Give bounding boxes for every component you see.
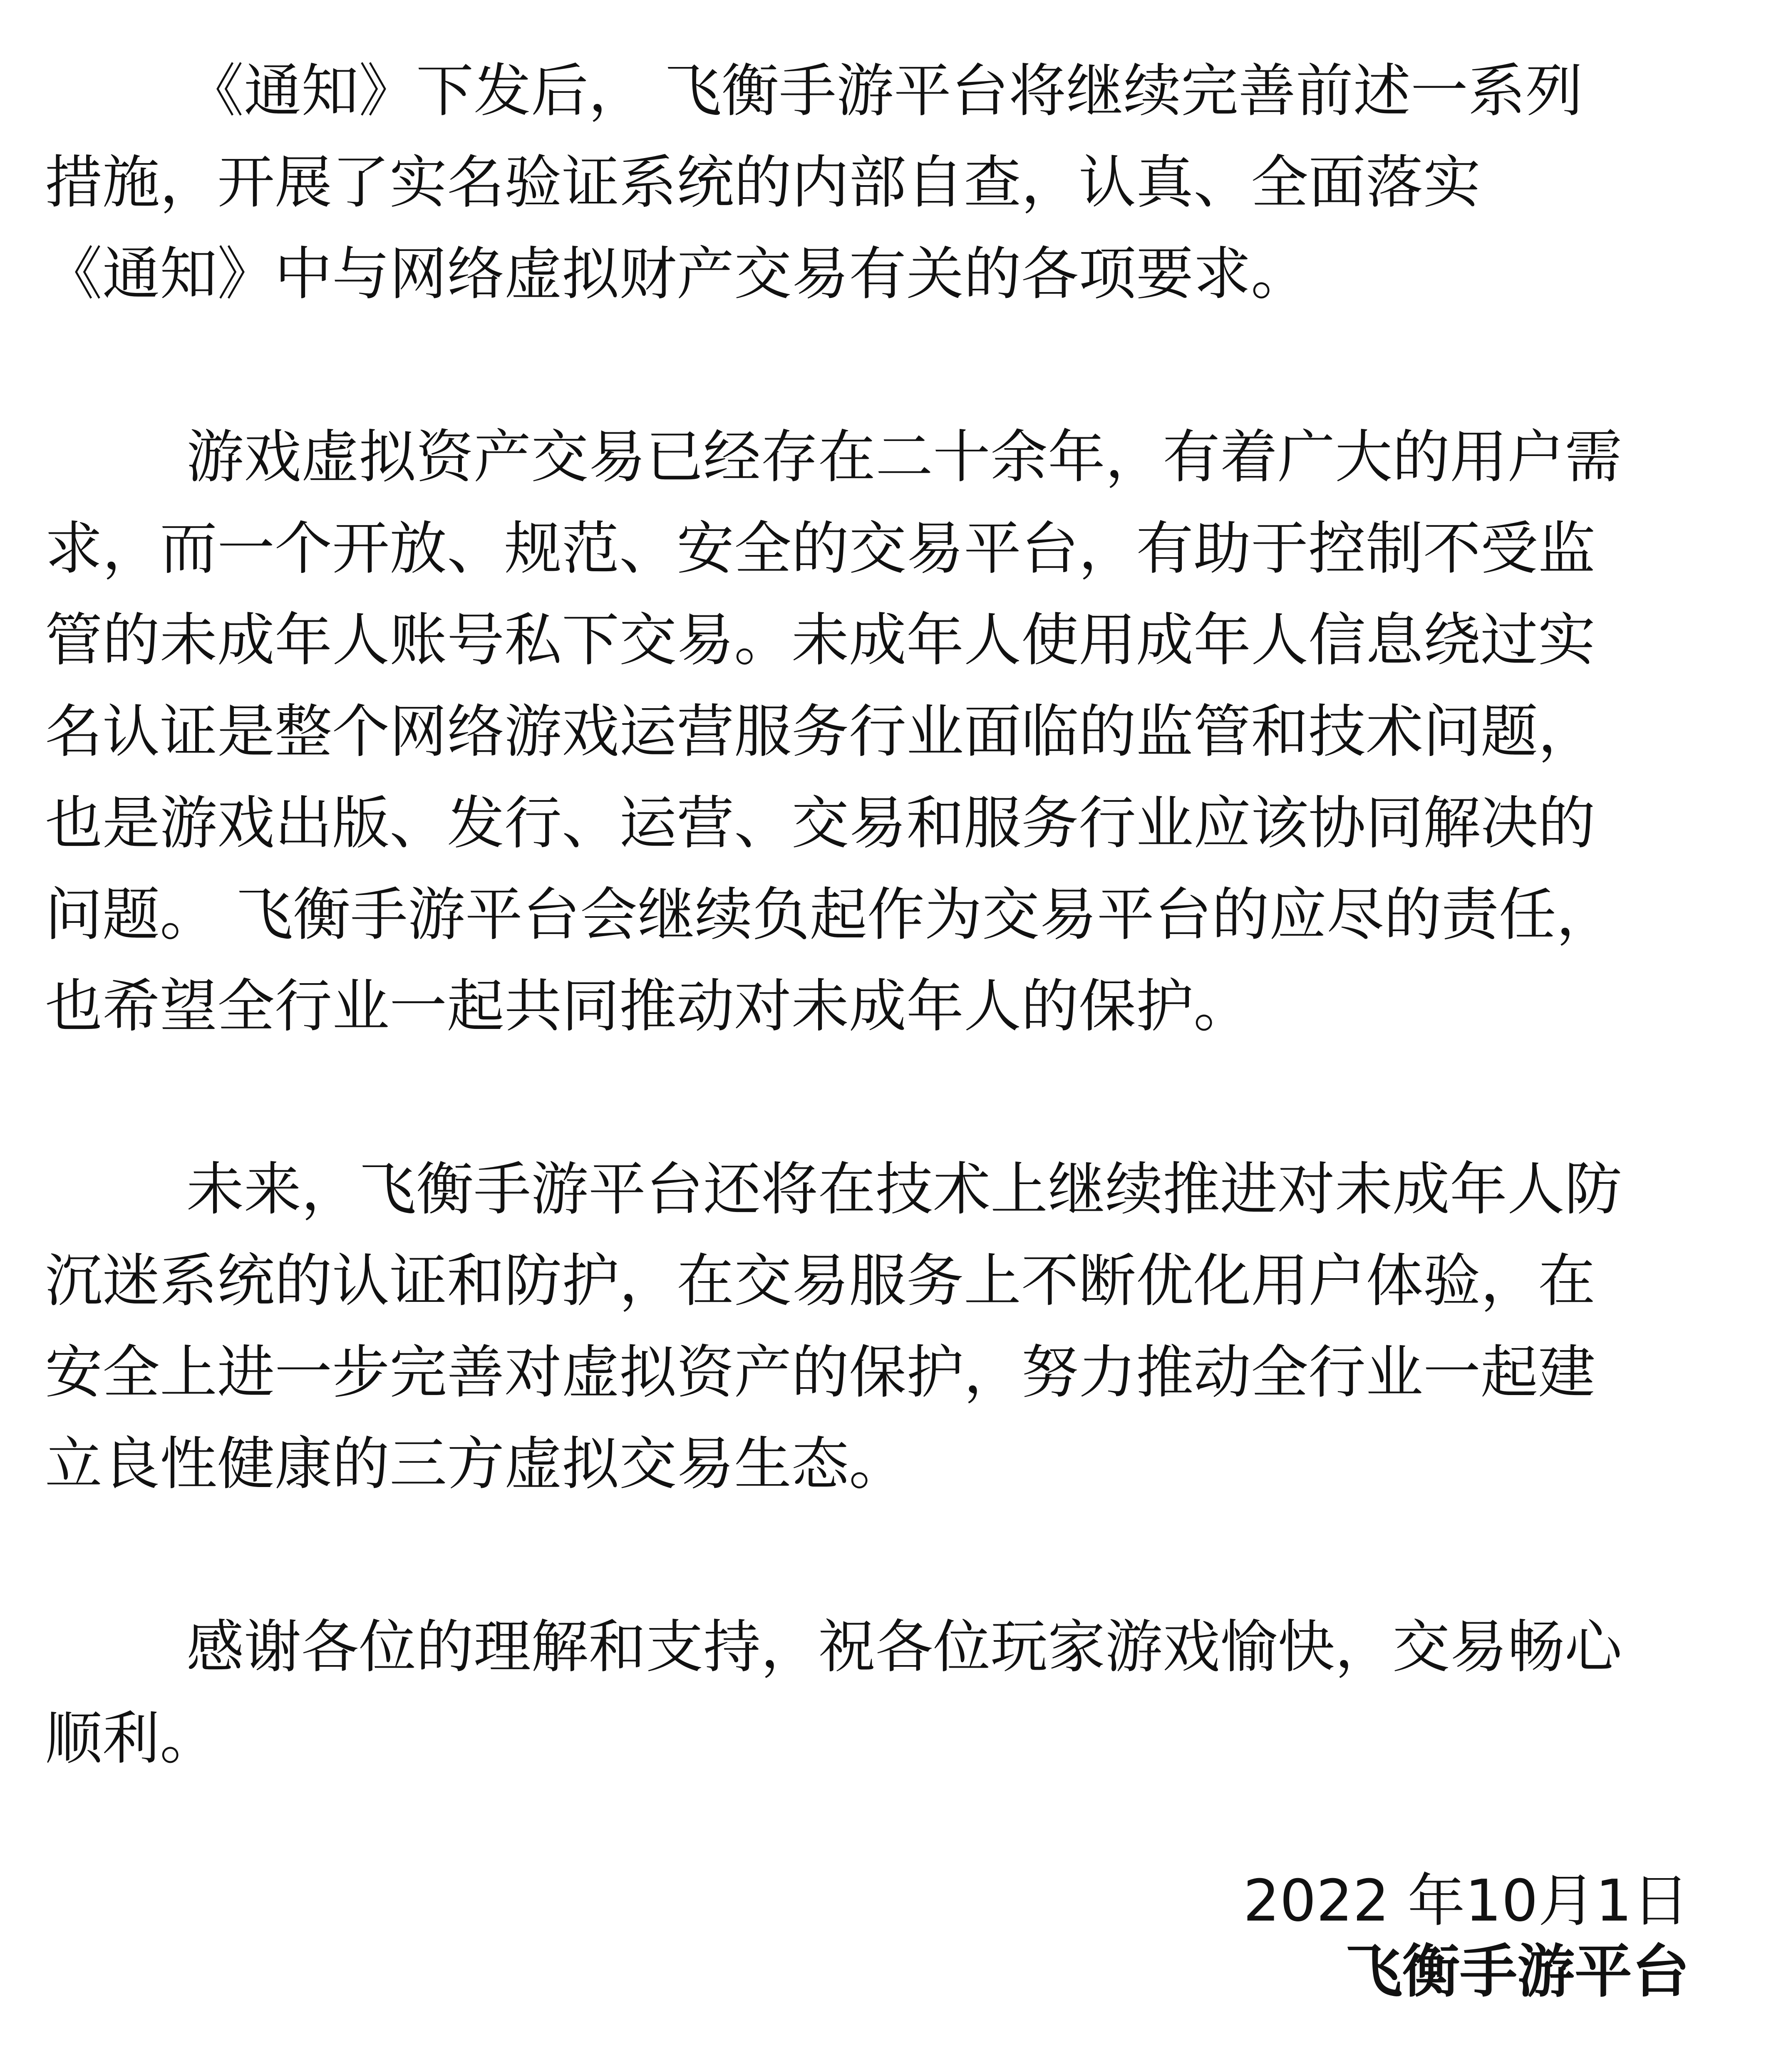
paragraph-3-line-1: 未来，飞衡手游平台还将在技术上继续推进对未成年人防	[186, 1156, 1622, 1223]
paragraph-2-line-5: 也是游戏出版、发行、运营、交易和服务行业应该协同解决的	[45, 790, 1596, 857]
paragraph-1-line-1: 《通知》下发后， 飞衡手游平台将继续完善前述一系列	[186, 57, 1583, 124]
paragraph-2-line-7: 也希望全行业一起共同推动对未成年人的保护。	[45, 973, 1251, 1040]
paragraph-3-line-3: 安全上进一步完善对虚拟资产的保护，努力推动全行业一起建	[45, 1339, 1596, 1406]
paragraph-2-line-1: 游戏虚拟资产交易已经存在二十余年，有着广大的用户需	[186, 424, 1622, 491]
paragraph-2-line-3: 管的未成年人账号私下交易。未成年人使用成年人信息绕过实	[45, 607, 1596, 674]
signature-date: 2022 年10月1日	[1243, 1867, 1689, 1934]
paragraph-4-line-1: 感谢各位的理解和支持，祝各位玩家游戏愉快，交易畅心	[186, 1613, 1622, 1680]
paragraph-1-line-2: 措施，开展了实名验证系统的内部自查，认真、全面落实	[45, 149, 1481, 216]
paragraph-1-line-3: 《通知》中与网络虚拟财产交易有关的各项要求。	[45, 240, 1309, 307]
signature-organization: 飞衡手游平台	[1344, 1938, 1689, 2005]
paragraph-2-line-2: 求，而一个开放、规范、安全的交易平台，有助于控制不受监	[45, 515, 1596, 582]
paragraph-4-line-2: 顺利。	[45, 1705, 218, 1772]
paragraph-3-line-4: 立良性健康的三方虚拟交易生态。	[45, 1430, 907, 1497]
paragraph-2-line-4: 名认证是整个网络游戏运营服务行业面临的监管和技术问题，	[45, 698, 1596, 765]
paragraph-2-line-6: 问题。 飞衡手游平台会继续负起作为交易平台的应尽的责任，	[45, 881, 1614, 948]
paragraph-3-line-2: 沉迷系统的认证和防护，在交易服务上不断优化用户体验，在	[45, 1247, 1596, 1314]
